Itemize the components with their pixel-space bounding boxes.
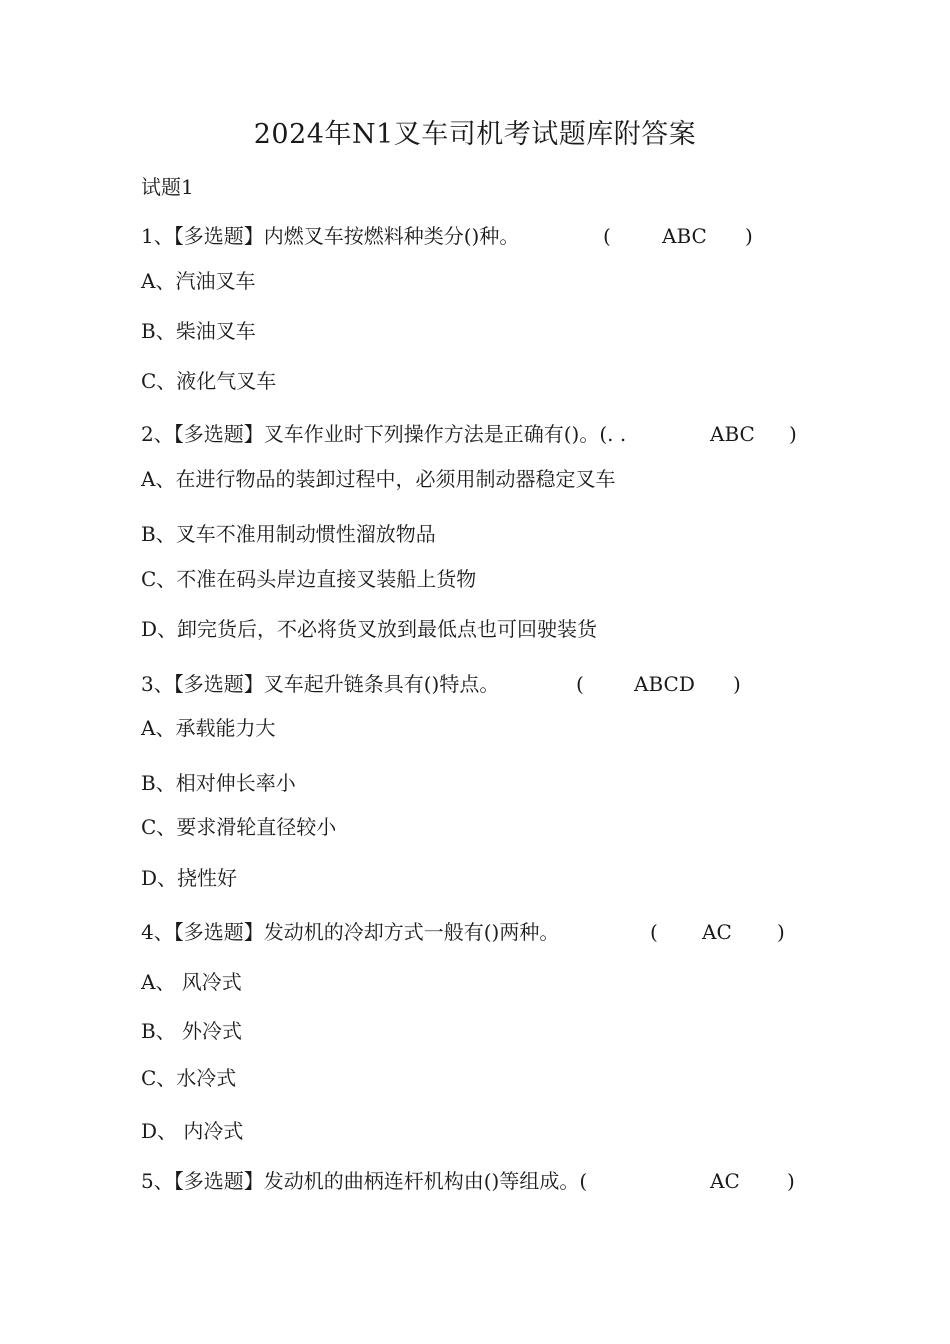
answer-close-paren: ) — [789, 422, 797, 446]
answer-close-paren: ) — [733, 672, 741, 696]
answer-key: ABCD — [634, 672, 695, 696]
answer-key: ABC — [710, 422, 755, 446]
option: B、叉车不准用制动惯性溜放物品 — [141, 522, 436, 546]
question-stem: 2、【多选题】叉车作业时下列操作方法是正确有()。(. . — [141, 422, 627, 446]
answer-open-paren: ( — [650, 920, 658, 944]
answer-key: ABC — [662, 224, 707, 248]
option: A、 风冷式 — [141, 970, 242, 994]
answer-close-paren: ) — [745, 224, 753, 248]
answer-close-paren: ) — [787, 1169, 795, 1193]
option: C、要求滑轮直径较小 — [141, 815, 337, 839]
option: B、相对伸长率小 — [141, 771, 296, 795]
option: A、汽油叉车 — [141, 269, 256, 293]
answer-close-paren: ) — [777, 920, 785, 944]
question-stem: 5、【多选题】发动机的曲柄连杆机构由()等组成。( — [141, 1169, 588, 1193]
option: A、在进行物品的装卸过程中，必须用制动器稳定叉车 — [141, 467, 616, 491]
answer-open-paren: ( — [576, 672, 584, 696]
answer-key: AC — [710, 1169, 740, 1193]
answer-open-paren: ( — [603, 224, 611, 248]
option: D、 内冷式 — [141, 1119, 244, 1143]
document-title: 2024年N1叉车司机考试题库附答案 — [253, 119, 697, 150]
answer-key: AC — [702, 920, 732, 944]
section-heading: 试题1 — [141, 175, 194, 199]
option: C、不准在码头岸边直接叉装船上货物 — [141, 567, 477, 591]
option: D、卸完货后，不必将货叉放到最低点也可回驶装货 — [141, 617, 598, 641]
option: B、 外冷式 — [141, 1019, 243, 1043]
question-stem: 4、【多选题】发动机的冷却方式一般有()两种。 — [141, 920, 560, 944]
option: B、柴油叉车 — [141, 319, 256, 343]
option: C、水冷式 — [141, 1066, 237, 1090]
option: D、挠性好 — [141, 866, 238, 890]
question-stem: 3、【多选题】叉车起升链条具有()特点。 — [141, 672, 500, 696]
question-stem: 1、【多选题】内燃叉车按燃料种类分()种。 — [141, 224, 520, 248]
option: A、承载能力大 — [141, 716, 276, 740]
option: C、液化气叉车 — [141, 369, 277, 393]
